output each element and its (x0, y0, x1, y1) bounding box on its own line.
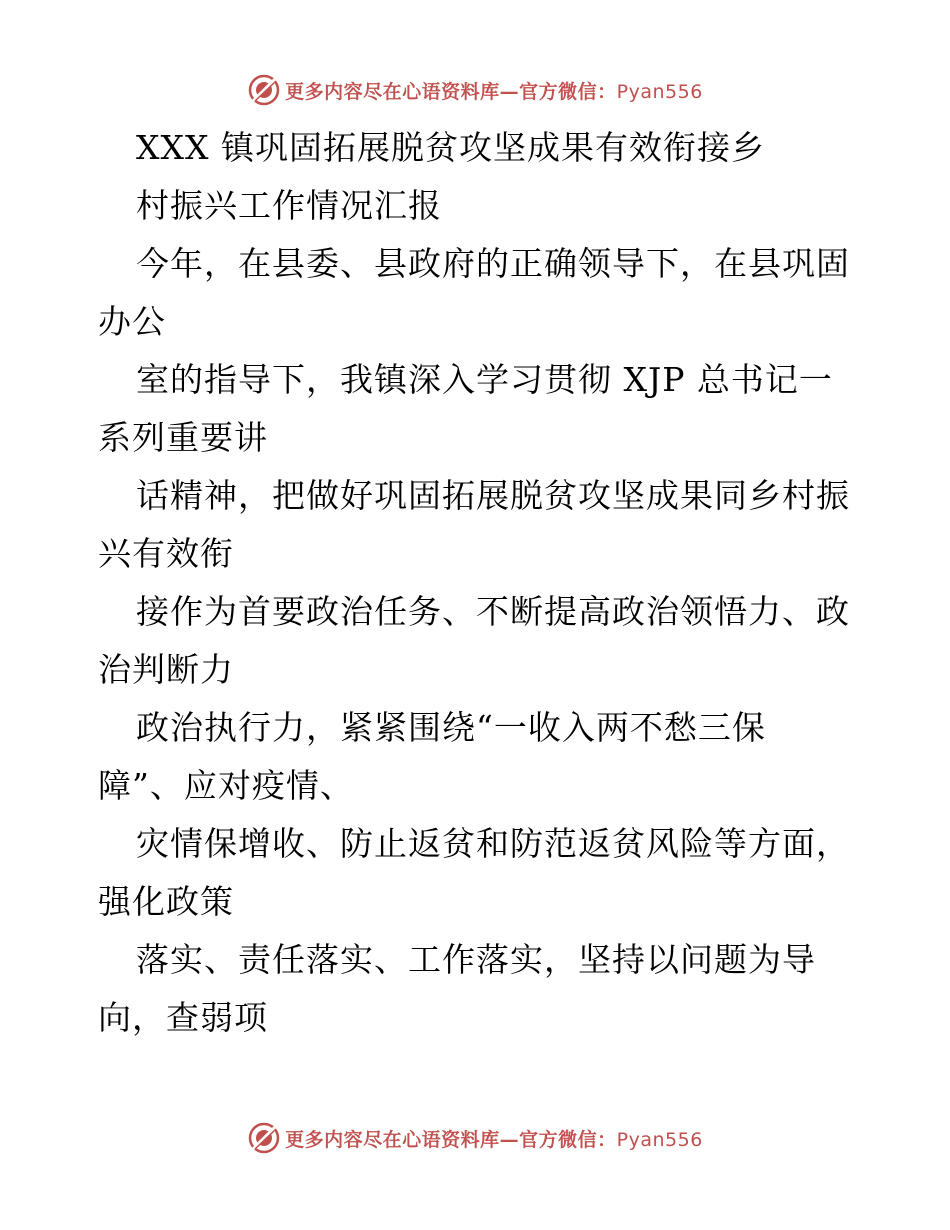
header-wechat-id: Pyan556 (616, 80, 703, 103)
paragraph-line: 办公 (98, 302, 166, 341)
paragraph-line: 接作为首要政治任务、不断提高政治领悟力、政 (136, 592, 850, 631)
seal-logo-icon (247, 1121, 281, 1155)
paragraph-line: 落实、责任落实、工作落实，坚持以问题为导 (136, 940, 816, 979)
paragraph-line: 室的指导下，我镇深入学习贯彻 XJP 总书记一 (136, 360, 833, 399)
paragraph-line: 障”、应对疫情、 (98, 766, 354, 805)
seal-logo-icon (247, 73, 281, 107)
paragraph-line: 强化政策 (98, 882, 234, 921)
header-watermark (0, 70, 950, 110)
paragraph-line: 话精神，把做好巩固拓展脱贫攻坚成果同乡村振 (136, 476, 850, 515)
paragraph-line: 治判断力 (98, 650, 234, 689)
paragraph-line: 政治执行力，紧紧围绕“一收入两不愁三保 (136, 708, 766, 747)
paragraph-line: 系列重要讲 (98, 418, 268, 457)
footer-watermark (0, 1118, 950, 1158)
paragraph-line: 兴有效衔 (98, 534, 234, 573)
paragraph-line: 今年，在县委、县政府的正确领导下，在县巩固 (136, 244, 850, 283)
doc-title-line-2: 村振兴工作情况汇报 (136, 186, 442, 225)
footer-watermark-text: 更多内容尽在心语资料库—官方微信： (285, 1128, 617, 1151)
doc-title-line-1: XXX 镇巩固拓展脱贫攻坚成果有效衔接乡 (136, 128, 765, 167)
header-watermark-text: 更多内容尽在心语资料库—官方微信： (285, 80, 617, 103)
paragraph-line: 向，查弱项 (98, 998, 268, 1037)
footer-wechat-id: Pyan556 (616, 1128, 703, 1151)
paragraph-line: 灾情保增收、防止返贫和防范返贫风险等方面， (136, 824, 850, 863)
